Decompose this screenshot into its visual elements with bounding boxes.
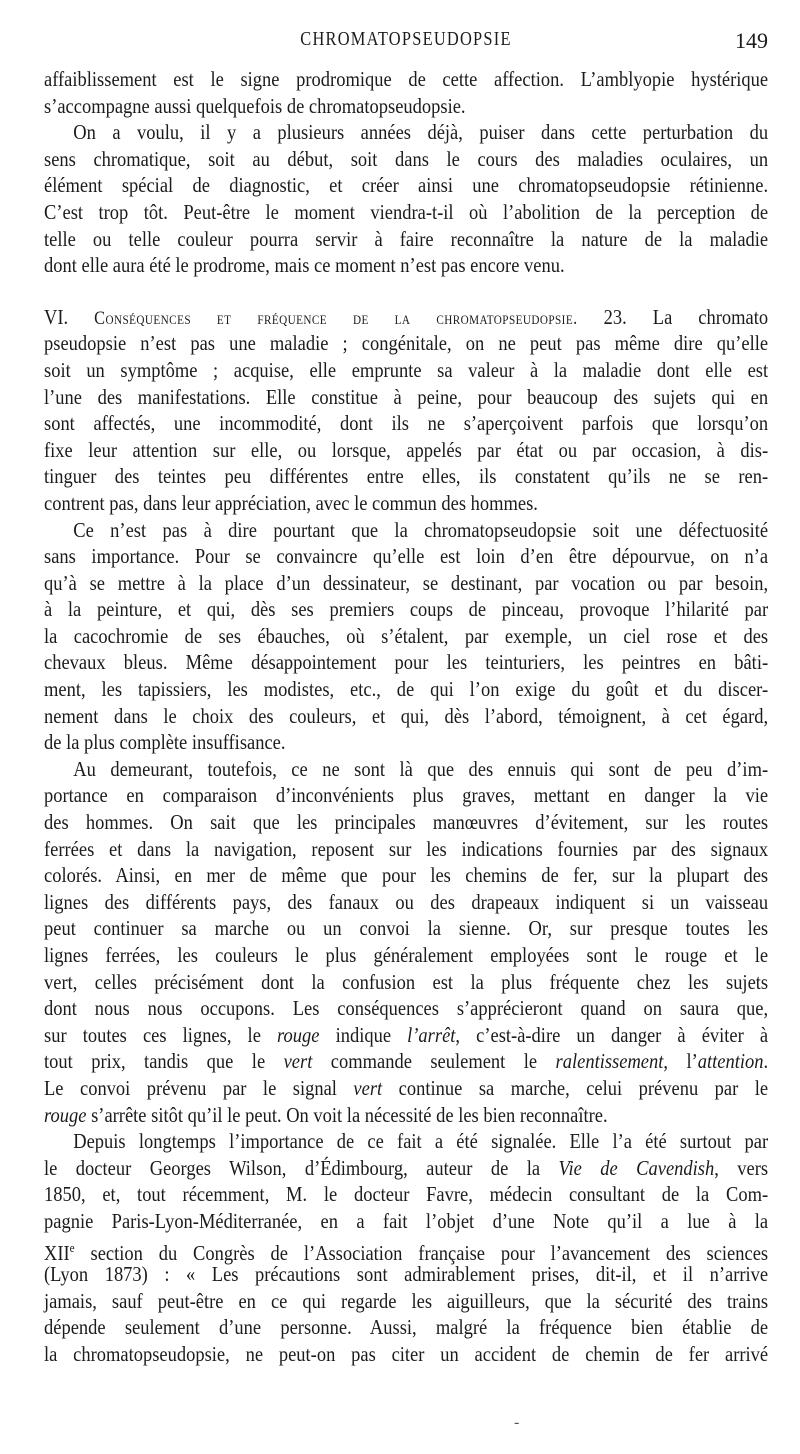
text-line: élément spécial de diagnostic, et créer ainsi une chromatopseudopsie rétinienne. [44,173,769,198]
text-line: s’accompagne aussi quelquefois de chromatopseudopsie. [44,93,466,118]
text-line: sans importance. Pour se convaincre qu’elle est loin d’en être dépourvue, on n’a [44,544,769,569]
text-line: (Lyon 1873) : « Les précautions sont admirablement prises, dit-il, et il n’arrive [44,1262,769,1287]
text-run: XII [44,1240,70,1265]
text-run: Le convoi prévenu par le signal [44,1075,354,1100]
text-line [44,1075,768,1102]
text-line: telle ou telle couleur pourra servir à faire reconnaître la nature de la maladie [44,226,769,251]
text-run: , vers [714,1155,769,1180]
text-line: qu’à se mettre à la place d’un dessinateur, se destinant, par vocation ou par besoin, [44,570,769,595]
text-run: s’arrête sitôt qu’il le peut. On voit la nécessité de les bien reconnaître. [86,1102,608,1127]
section-numeral: VI. [44,304,69,329]
italic-run: vert [353,1075,383,1100]
text-run: le docteur Georges Wilson, d’Édimbourg, auteur de la [44,1155,559,1180]
italic-run: l’arrêt [407,1022,456,1047]
section-gap [44,279,768,304]
text-line [44,1155,768,1182]
text-run: continue sa marche, celui prévenu par le [382,1075,769,1100]
text-line: On a voulu, il y a plusieurs années déjà, puiser dans cette perturbation du [73,120,769,145]
text-line: 1850, et, tout récemment, M. le docteur Favre, médecin consultant de la Com- [44,1182,769,1207]
text-line: chevaux bleus. Même désappointement pour les teinturiers, les peintres en bâti- [44,650,769,675]
text-line: ment, les tapissiers, les modistes, etc., de qui l’on exige du goût et du discer- [44,677,769,702]
text-line: pagnie Paris-Lyon-Méditerranée, en a fait l’objet d’une Note qu’il a lue à la [44,1208,769,1233]
text-line: des hommes. On sait que les principales manœuvres d’évitement, sur les routes [44,810,769,835]
text-line [44,1102,768,1129]
paragraph-number: 23. [603,304,627,329]
italic-run: ralentissement [555,1049,664,1074]
section-heading-line [44,304,768,331]
text-line: à la peinture, et qui, dès ses premiers coups de pinceau, provoque l’hilarité par [44,597,769,622]
text-run: section du Congrès de l’Association française pour l’avancement des sciences [74,1240,769,1265]
italic-run: rouge [44,1102,87,1127]
text-line: ferrées et dans la navigation, reposent sur les indications fournies par des signaux [44,836,769,861]
italic-run: rouge [277,1022,320,1047]
section-heading: Conséquences et fréquence de la chromatopseudopsie. [94,307,578,329]
text-line: nement dans le choix des couleurs, et qui, dès l’abord, témoignent, à cet égard, [44,703,769,728]
text-line: Depuis longtemps l’importance de ce fait a été signalée. Elle l’a été surtout par [73,1129,769,1154]
text-line: dépende seulement d’une personne. Aussi, malgré la fréquence bien établie de [44,1315,769,1340]
text-line: jamais, sauf peut-être en ce qui regarde les aiguilleurs, que la sécurité des trains [44,1288,769,1313]
italic-run: attention [697,1049,764,1074]
running-title: CHROMATOPSEUDOPSIE [300,28,512,50]
text-line: colorés. Ainsi, en mer de même que pour les chemins de fer, sur la plupart des [44,863,769,888]
superscript: e [69,1239,75,1255]
text-line: sens chromatique, soit au début, soit dans le cours des maladies oculaires, un [44,146,769,171]
text-line: la chromatopseudopsie, ne peut-on pas citer un accident de chemin de fer arrivé [44,1341,769,1366]
text-line: lignes ferrées, les couleurs le plus généralement employées sont le rouge et le [44,943,769,967]
text-line: tinguer des teintes peu différentes entre elles, ils constatent qu’ils ne se ren- [44,464,769,489]
bottom-mark: - [514,1414,520,1431]
text-line: dont nous nous occupons. Les conséquences s’apprécieront quand on saura que, [44,996,769,1021]
text-line: l’une des manifestations. Elle constitue à peine, pour beaucoup des sujets qui en [44,384,769,409]
text-run: commande seulement le [312,1049,556,1074]
body-text [44,66,768,1368]
text-line: sont affectés, une incommodité, dont ils ne s’aperçoivent parfois que lorsqu’on [44,411,769,436]
text-run: tout prix, tandis que le [44,1049,284,1074]
italic-run: vert [283,1049,313,1074]
text-line: Au demeurant, toutefois, ce ne sont là que des ennuis qui sont de peu d’im- [73,756,769,781]
text-line: fixe leur attention sur elle, ou lorsque, appelés par état ou par occasion, à dis- [44,437,769,462]
running-head [44,28,768,58]
italic-run: Vie de Cavendish [558,1155,715,1180]
text-line: peut continuer sa marche ou un convoi la sienne. Or, sur presque toutes les [44,916,769,941]
text-run: , l’ [663,1049,698,1074]
text-line: la cacochromie de ses ébauches, où s’étalent, par exemple, un ciel rose et des [44,623,769,648]
text-line: pseudopsie n’est pas une maladie ; congénitale, on ne peut pas même dire qu’elle [44,331,769,356]
text-line: Ce n’est pas à dire pourtant que la chromatopseudopsie soit une défectuosité [73,517,769,542]
text-line: contrent pas, dans leur appréciation, avec le commun des hommes. [44,490,538,515]
text-run: . [763,1049,769,1074]
text-run: sur toutes ces lignes, le [44,1022,278,1047]
text-line: C’est trop tôt. Peut-être le moment viendra-t-il où l’abolition de la perception de [44,199,769,224]
text-line: dont elle aura été le prodrome, mais ce moment n’est pas encore venu. [44,253,565,278]
text-line [44,1235,769,1265]
text-line: portance en comparaison d’inconvénients plus graves, mettant en danger la vie [44,783,769,808]
text-run: indique [319,1022,408,1047]
text-line [44,1022,768,1049]
text-line: vert, celles précisément dont la confusion est la plus fréquente chez les sujets [44,969,769,994]
text-line: de la plus complète insuffisance. [44,730,286,755]
text-line: affaiblissement est le signe prodromique de cette affection. L’amblyopie hystérique [44,67,769,91]
text-line [44,1048,768,1075]
text-line: soit un symptôme ; acquise, elle emprunte sa valeur à la maladie dont elle est [44,357,769,382]
page-number: 149 [735,28,768,53]
text-run: , c’est-à-dire un danger à éviter à [455,1022,769,1047]
section-text-start: La chromato [652,304,769,329]
text-line: lignes des différents pays, des fanaux ou des drapeaux indiquent si un vaisseau [44,889,769,914]
